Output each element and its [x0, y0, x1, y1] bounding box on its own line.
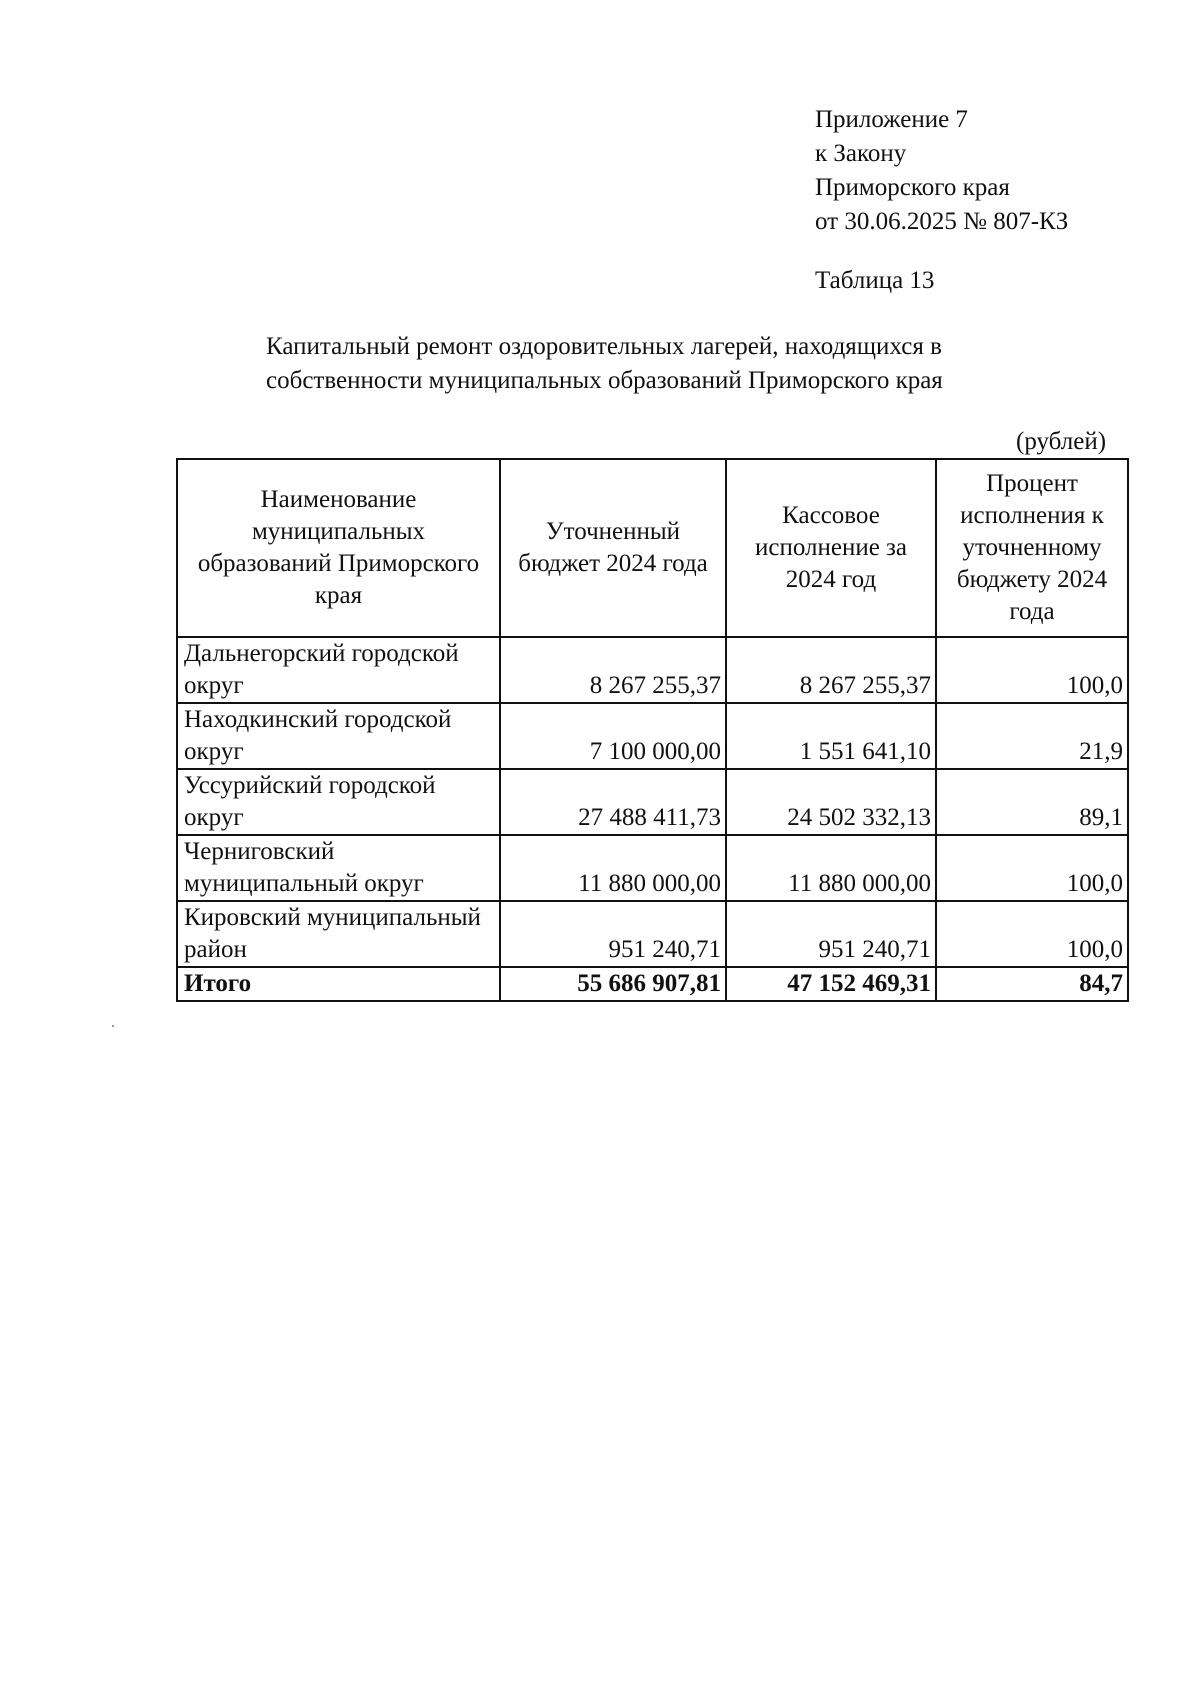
row-execution: 1 551 641,10 — [726, 703, 936, 769]
row-percent: 100,0 — [936, 835, 1128, 901]
row-execution: 8 267 255,37 — [726, 637, 936, 703]
row-execution: 951 240,71 — [726, 901, 936, 967]
total-percent: 84,7 — [936, 967, 1128, 1001]
table-total-row — [177, 967, 1128, 1001]
header-municipality: Наименование муниципальных образований Приморского края — [177, 459, 500, 637]
table-row — [177, 703, 1128, 769]
row-municipality: Дальнегорский городской округ — [177, 637, 500, 703]
row-percent: 89,1 — [936, 769, 1128, 835]
row-budget: 951 240,71 — [500, 901, 726, 967]
table-row — [177, 835, 1128, 901]
scan-speck — [112, 1025, 114, 1027]
title-line-2: собственности муниципальных образований Приморского края — [266, 367, 943, 394]
table-row — [177, 769, 1128, 835]
appendix-block — [815, 103, 1068, 239]
row-budget: 8 267 255,37 — [500, 637, 726, 703]
table-header-row — [177, 459, 1128, 637]
total-budget: 55 686 907,81 — [500, 967, 726, 1001]
row-execution: 11 880 000,00 — [726, 835, 936, 901]
row-budget: 27 488 411,73 — [500, 769, 726, 835]
table-number: Таблица 13 — [815, 267, 935, 294]
row-municipality: Черниговский муниципальный округ — [177, 835, 500, 901]
row-execution: 24 502 332,13 — [726, 769, 936, 835]
row-municipality: Находкинский городской округ — [177, 703, 500, 769]
header-execution: Кассовое исполнение за 2024 год — [726, 459, 936, 637]
row-municipality: Кировский муниципальный район — [177, 901, 500, 967]
units-label: (рублей) — [1016, 428, 1107, 455]
row-percent: 21,9 — [936, 703, 1128, 769]
document-title — [266, 330, 943, 398]
total-execution: 47 152 469,31 — [726, 967, 936, 1001]
appendix-line-3: Приморского края — [815, 174, 1010, 201]
row-municipality: Уссурийский городской округ — [177, 769, 500, 835]
row-percent: 100,0 — [936, 637, 1128, 703]
appendix-line-1: Приложение 7 — [815, 106, 968, 133]
appendix-line-4: от 30.06.2025 № 807-КЗ — [815, 208, 1069, 235]
appendix-line-2: к Закону — [815, 140, 907, 167]
row-budget: 7 100 000,00 — [500, 703, 726, 769]
title-line-1: Капитальный ремонт оздоровительных лагерей, находящихся в — [266, 333, 942, 360]
row-percent: 100,0 — [936, 901, 1128, 967]
header-percent: Процент исполнения к уточненному бюджету 2024 года — [936, 459, 1128, 637]
table-row — [177, 637, 1128, 703]
total-label: Итого — [177, 967, 500, 1001]
budget-table — [176, 458, 1129, 1002]
row-budget: 11 880 000,00 — [500, 835, 726, 901]
header-budget: Уточненный бюджет 2024 года — [500, 459, 726, 637]
table-row — [177, 901, 1128, 967]
